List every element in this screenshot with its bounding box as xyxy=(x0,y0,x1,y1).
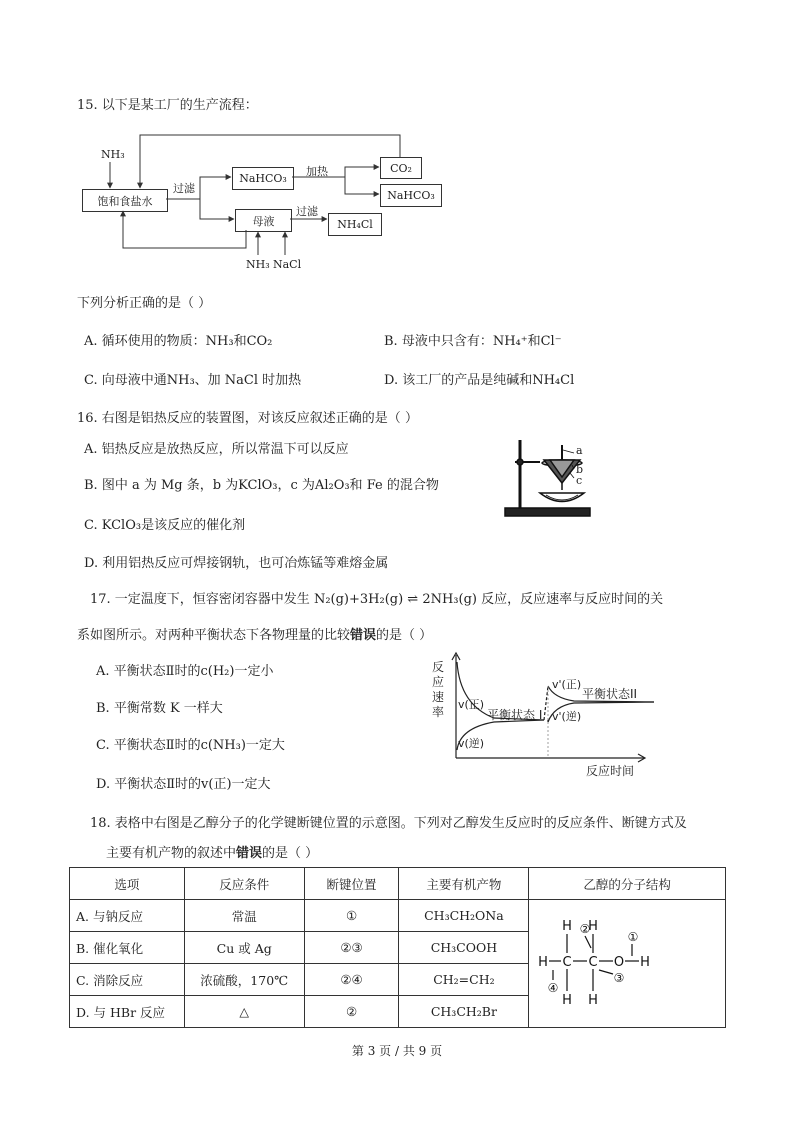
q18-stem2-post: 的是（ ） xyxy=(262,846,319,861)
bond-label-3: ③ xyxy=(613,971,625,985)
graph-ylabel-3: 速 xyxy=(432,690,445,704)
q17-option-b: B. 平衡常数 K 一样大 xyxy=(96,701,223,716)
table-cell: CH₃CH₂Br xyxy=(399,996,529,1028)
flow-filter1-label: 过滤 xyxy=(173,182,195,195)
table-cell: CH₂=CH₂ xyxy=(399,964,529,996)
graph-label-v-fwd: v(正) xyxy=(458,698,485,711)
q18-stem-line2 xyxy=(106,842,318,861)
table-cell: CH₃CH₂ONa xyxy=(399,900,529,932)
q17-stem-line2 xyxy=(77,624,432,643)
q15-option-a: A. 循环使用的物质：NH₃和CO₂ xyxy=(84,334,273,349)
table-cell: ① xyxy=(304,900,399,932)
flow-mother-box: 母液 xyxy=(235,209,292,232)
graph-ylabel-1: 反 xyxy=(432,660,445,674)
table-header: 反应条件 xyxy=(184,868,304,900)
page-footer: 第 3 页 / 共 9 页 xyxy=(351,1044,443,1058)
label-b: b xyxy=(576,463,584,476)
q15-option-d: D. 该工厂的产品是纯碱和NH₄Cl xyxy=(384,373,575,388)
q16-option-d: D. 利用铝热反应可焊接钢轨，也可冶炼锰等难熔金属 xyxy=(84,556,389,571)
atom-o: O xyxy=(614,955,625,970)
table-cell: ②③ xyxy=(304,932,399,964)
flow-brine-box: 饱和食盐水 xyxy=(82,189,168,212)
q18-stem2-bold: 错误 xyxy=(236,846,263,861)
label-a: a xyxy=(576,444,583,457)
flow-nahco3-right-box: NaHCO₃ xyxy=(380,184,442,207)
q15-question: 下列分析正确的是（ ） xyxy=(77,296,212,311)
table-cell: ② xyxy=(304,996,399,1028)
graph-label-state1: 平衡状态 I xyxy=(487,708,543,722)
table-header-row xyxy=(70,868,726,900)
table-cell: 浓硫酸，170℃ xyxy=(184,964,304,996)
q15-option-c: C. 向母液中通NH₃、加 NaCl 时加热 xyxy=(84,373,302,388)
table-cell: ②④ xyxy=(304,964,399,996)
flow-filter2-label: 过滤 xyxy=(296,205,318,218)
atom-h: H xyxy=(588,993,599,1008)
q17-option-c: C. 平衡状态Ⅱ时的c(NH₃)一定大 xyxy=(96,738,285,753)
bond-label-4: ④ xyxy=(547,981,559,995)
table-cell: Cu 或 Ag xyxy=(184,932,304,964)
bond-label-2: ② xyxy=(579,922,591,936)
ethanol-structure-cell xyxy=(529,900,726,1028)
atom-h: H xyxy=(562,919,573,934)
q18-table xyxy=(69,867,726,1028)
table-cell: △ xyxy=(184,996,304,1028)
flow-nacl-bottom: NaCl xyxy=(273,258,302,271)
q17-stem2-bold: 错误 xyxy=(350,628,377,643)
graph-xlabel: 反应时间 xyxy=(586,764,635,778)
q17-option-a: A. 平衡状态Ⅱ时的c(H₂)一定小 xyxy=(96,664,274,679)
q16-option-c: C. KClO₃是该反应的催化剂 xyxy=(84,518,246,533)
q18-stem-line1: 18. 表格中右图是乙醇分子的化学键断键位置的示意图。下列对乙醇发生反应时的反应条件、断键方式及 xyxy=(90,816,687,831)
graph-label-v-rev: v(逆) xyxy=(458,737,485,750)
graph-ylabel-4: 率 xyxy=(432,705,445,719)
graph-label-v-fwd2: v'(正) xyxy=(552,678,582,691)
atom-h: H xyxy=(538,955,549,970)
table-cell: C. 消除反应 xyxy=(70,964,185,996)
atom-h: H xyxy=(562,993,573,1008)
flow-co2-box: CO₂ xyxy=(380,157,422,179)
q15-option-b: B. 母液中只含有：NH₄⁺和Cl⁻ xyxy=(384,334,562,349)
q17-stem2-pre: 系如图所示。对两种平衡状态下各物理量的比较 xyxy=(77,628,351,643)
q16-option-a: A. 铝热反应是放热反应，所以常温下可以反应 xyxy=(84,442,349,457)
graph-ylabel-2: 应 xyxy=(432,675,445,689)
table-header: 乙醇的分子结构 xyxy=(529,868,726,900)
table-header: 选项 xyxy=(70,868,185,900)
q17-option-d: D. 平衡状态Ⅱ时的v(正)一定大 xyxy=(96,777,271,792)
ethanol-structure-diagram xyxy=(529,900,726,1024)
q16-option-b: B. 图中 a 为 Mg 条，b 为KClO₃，c 为Al₂O₃和 Fe 的混合物 xyxy=(84,478,439,493)
table-cell: B. 催化氧化 xyxy=(70,932,185,964)
flow-nh4cl-box: NH₄Cl xyxy=(328,213,382,236)
table-cell: 常温 xyxy=(184,900,304,932)
graph-label-state2: 平衡状态II xyxy=(582,687,638,701)
q17-stem-line1: 17. 一定温度下，恒容密闭容器中发生 N₂(g)+3H₂(g) ⇌ 2NH₃(g) 反应，反应速率与反应时间的关 xyxy=(90,592,664,607)
table-cell: D. 与 HBr 反应 xyxy=(70,996,185,1028)
thermite-apparatus-drawing xyxy=(500,435,610,520)
atom-c: C xyxy=(588,955,598,970)
flow-arrows xyxy=(0,0,794,300)
graph-curves xyxy=(444,650,664,770)
q16-stem: 16. 右图是铝热反应的装置图，对该反应叙述正确的是（ ） xyxy=(77,411,418,426)
flow-heat-label: 加热 xyxy=(306,165,328,178)
graph-label-v-rev2: v'(逆) xyxy=(552,710,582,723)
atom-h: H xyxy=(588,919,599,934)
flow-nh3-top: NH₃ xyxy=(101,148,125,161)
table-header: 断键位置 xyxy=(304,868,399,900)
atom-h: H xyxy=(640,955,651,970)
flow-nh3-bottom: NH₃ xyxy=(246,258,270,271)
table-row xyxy=(70,900,726,932)
atom-c: C xyxy=(562,955,572,970)
label-c: c xyxy=(576,474,583,487)
flow-nahco3-box: NaHCO₃ xyxy=(232,167,294,190)
bond-label-1: ① xyxy=(627,930,639,944)
table-cell: CH₃COOH xyxy=(399,932,529,964)
q17-stem2-post: 的是（ ） xyxy=(376,628,433,643)
q15-stem: 15. 以下是某工厂的生产流程： xyxy=(77,98,258,113)
table-header: 主要有机产物 xyxy=(399,868,529,900)
table-cell: A. 与钠反应 xyxy=(70,900,185,932)
q18-stem2-pre: 主要有机产物的叙述中 xyxy=(106,846,237,861)
